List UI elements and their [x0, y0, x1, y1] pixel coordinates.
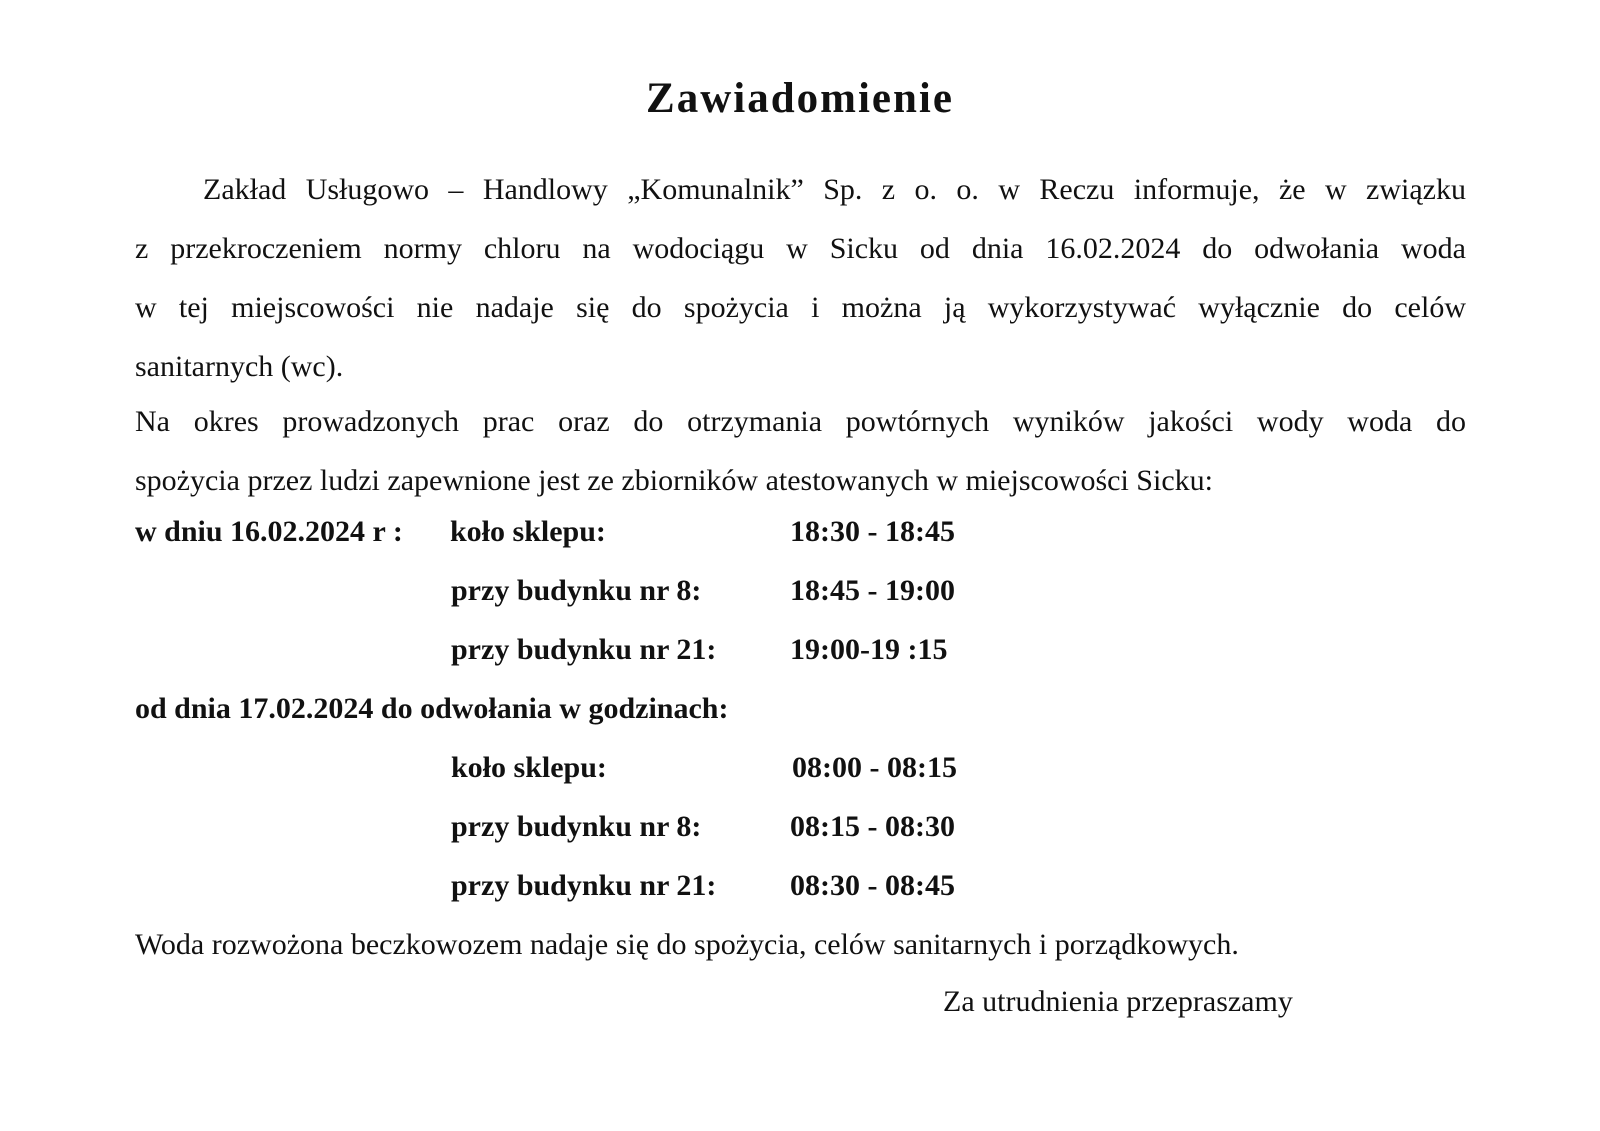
schedule2-heading: od dnia 17.02.2024 do odwołania w godzinach: [135, 692, 729, 725]
closing-text: Za utrudnienia przepraszamy [943, 985, 1293, 1018]
note-text: Woda rozwożona beczkowozem nadaje się do spożycia, celów sanitarnych i porządkowych. [135, 928, 1239, 961]
schedule1-time: 18:30 - 18:45 [790, 515, 955, 548]
schedule2-time: 08:00 - 08:15 [792, 751, 957, 784]
intro-line: sanitarnych (wc). [135, 350, 344, 383]
intro-line: z przekroczeniem normy chloru na wodociągu w Sicku od dnia 16.02.2024 do odwołania woda [135, 232, 1466, 265]
notice-title: Zawiadomienie [646, 75, 954, 122]
schedule1-place: przy budynku nr 8: [451, 574, 702, 607]
schedule1-time: 18:45 - 19:00 [790, 574, 955, 607]
intro-line: Zakład Usługowo – Handlowy „Komunalnik” Sp. z o. o. w Reczu informuje, że w związku [203, 173, 1466, 206]
intro-paragraph [135, 160, 1466, 396]
schedule2-place: przy budynku nr 21: [451, 869, 717, 902]
schedule1-heading: w dniu 16.02.2024 r : [135, 515, 403, 548]
intro-line: w tej miejscowości nie nadaje się do spożycia i można ją wykorzystywać wyłącznie do celów [135, 291, 1466, 324]
schedule2-place: koło sklepu: [451, 751, 607, 784]
schedule1-time: 19:00-19 :15 [790, 633, 948, 666]
supply-line: Na okres prowadzonych prac oraz do otrzymania powtórnych wyników jakości wody woda do [135, 405, 1466, 438]
supply-line: spożycia przez ludzi zapewnione jest ze zbiorników atestowanych w miejscowości Sicku: [135, 464, 1213, 497]
schedule2-time: 08:30 - 08:45 [790, 869, 955, 902]
schedule1-place: koło sklepu: [450, 515, 606, 548]
supply-paragraph [135, 392, 1466, 510]
schedule2-place: przy budynku nr 8: [451, 810, 702, 843]
schedule2-time: 08:15 - 08:30 [790, 810, 955, 843]
schedule1-place: przy budynku nr 21: [451, 633, 717, 666]
